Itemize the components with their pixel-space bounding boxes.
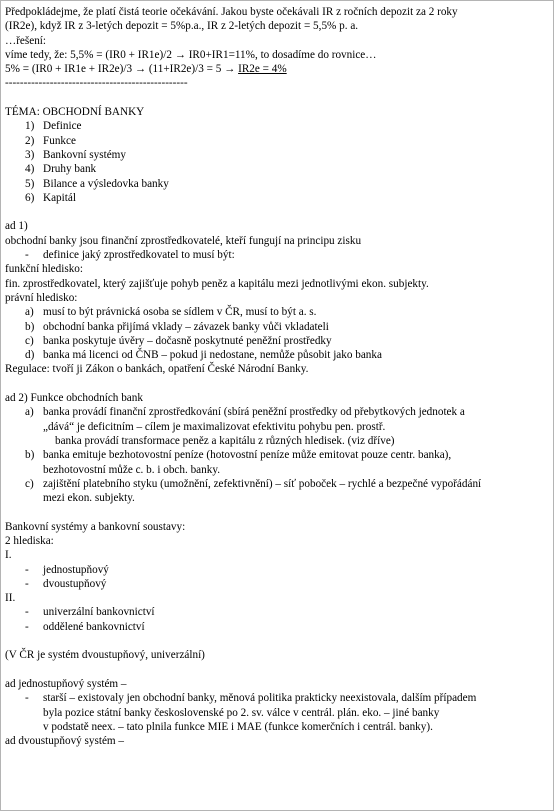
functional-heading: funkční hledisko: [5,263,83,276]
list-item-line: starší – existovaly jen obchodní banky, měnová politika prakticky neexistovala, dalším případem [43,692,477,705]
list-item-label: banka poskytuje úvěry – dočasně poskytnuté peněžní prostředky [43,334,332,347]
intro-line-4: víme tedy, že: 5,5% = (IR0 + IR1e)/2 → IR0+IR1=11%, to dosadíme do rovnice… [5,48,377,61]
single-tier-heading: ad jednostupňový systém – [5,677,127,690]
list-item-label: Druhy bank [43,163,97,176]
list-item-label: Kapitál [43,191,76,204]
ad1-heading: ad 1) [5,220,28,233]
dash-bullet: - [25,692,29,705]
list-item [5,119,551,133]
separator: ------------------------------------------------- [5,77,188,90]
ad2-list [5,405,551,505]
list-item [5,620,551,634]
list-item-line: banka emituje bezhotovostní peníze (hotovostní peníze může emitovat pouze centr. banka), [43,449,452,462]
list-item-line: „dává“ je deficitním – cílem je maximalizovat efektivitu pohybu pen. prostř. [43,420,386,433]
ad1-bullet-list [5,248,551,262]
intro-line-2: (IR2e), když IR z 3-letých depozit = 5%p.a., IR z 2-letých depozit = 5,5% p. a. [5,20,359,33]
list-item [5,320,551,334]
list-item [5,477,551,491]
list-item [5,577,551,591]
dash-bullet: - [25,606,29,619]
list-item-line: banka provádí finanční zprostředkování (sbírá peněžní prostředky od přebytkových jednotek a [43,406,465,419]
list-item-line: zajištění platebního styku (umožnění, zefektivnění) – síť poboček – rychlé a bezpečné vypořádání [43,477,482,490]
list-item [5,248,551,262]
legal-heading: právní hledisko: [5,291,78,304]
list-item-number: 3) [25,148,35,161]
dash-bullet: - [25,620,29,633]
list-item [5,148,551,162]
list-item-continuation [5,491,551,505]
dash-bullet: - [25,249,29,262]
systems-group-1: I. [5,549,12,562]
list-item-letter: d) [25,349,35,362]
list-item-label: obchodní banka přijímá vklady – závazek banky vůči vkladateli [43,320,329,333]
list-item-label: Funkce [43,134,76,147]
list-item-continuation [5,706,551,720]
functional-text: fin. zprostředkovatel, který zajišťuje pohyb peněz a kapitálu mezi jednotlivými ekon. subjekty. [5,277,429,290]
topic-heading: TÉMA: OBCHODNÍ BANKY [5,106,145,119]
topic-list [5,119,551,205]
list-item-label: Bankovní systémy [43,148,126,161]
intro-result: IR2e = 4% [238,63,287,76]
list-item-letter: c) [25,477,34,490]
list-item-line: byla pozice státní banky československé po 2. sv. válce v centrál. plán. eko. – jiné banky [43,706,440,719]
systems-group-2-list [5,605,551,634]
systems-count: 2 hlediska: [5,534,54,547]
list-item [5,605,551,619]
list-item-letter: b) [25,320,35,333]
list-item [5,348,551,362]
list-item-label: oddělené bankovnictví [43,620,145,633]
list-item [5,691,551,705]
intro-line-3: …řešení: [5,34,47,47]
legal-list [5,305,551,362]
list-item-label: banka má licenci od ČNB – pokud ji nedostane, nemůže působit jako banka [43,349,382,362]
list-item-number: 4) [25,163,35,176]
list-item-line: banka provádí transformace peněz a kapitálu z různých hledisek. (viz dříve) [55,434,395,447]
list-item-label: musí to být právnická osoba se sídlem v ČR, musí to být a. s. [43,306,317,319]
list-item [5,448,551,462]
list-item-label: univerzální bankovnictví [43,606,155,619]
list-item [5,191,551,205]
systems-note: (V ČR je systém dvoustupňový, univerzální) [5,649,205,662]
ad1-definition: obchodní banky jsou finanční zprostředkovatelé, kteří fungují na principu zisku [5,234,362,247]
list-item-continuation [5,434,551,448]
list-item-number: 2) [25,134,35,147]
intro-line-5-main: 5% = (IR0 + IR1e + IR2e)/3 → (11+IR2e)/3 = 5 → [5,63,239,76]
list-item-number: 1) [25,120,35,133]
list-item-letter: a) [25,306,34,319]
list-item [5,334,551,348]
list-item [5,177,551,191]
list-item-number: 5) [25,177,35,190]
ad2-heading: ad 2) Funkce obchodních bank [5,392,143,405]
list-item-continuation [5,463,551,477]
list-item-label: jednostupňový [43,563,109,576]
intro-line-5 [5,62,551,76]
list-item-letter: a) [25,406,34,419]
list-item-number: 6) [25,191,35,204]
intro-line-1: Předpokládejme, že platí čistá teorie očekávání. Jakou byste očekávali IR z ročních depozit za 2 roky [5,6,458,18]
list-item [5,405,551,419]
document-content [5,5,551,748]
list-item-label: dvoustupňový [43,577,107,590]
systems-group-1-list [5,563,551,592]
list-item-continuation [5,720,551,734]
list-item-line: v podstatě neex. – tato plnila funkce MIE i MAE (funkce komerčních i centrál. banky). [43,720,433,733]
list-item-continuation [5,420,551,434]
list-item-label: Bilance a výsledovka banky [43,177,169,190]
list-item-letter: c) [25,334,34,347]
list-item-letter: b) [25,449,35,462]
dash-bullet: - [25,577,29,590]
list-item [5,563,551,577]
two-tier-heading: ad dvoustupňový systém – [5,735,125,748]
list-item-label: definice jaký zprostředkovatel to musí být: [43,249,235,262]
list-item [5,134,551,148]
single-tier-list [5,691,551,734]
systems-heading: Bankovní systémy a bankovní soustavy: [5,520,186,533]
systems-group-2: II. [5,592,16,605]
regulation-text: Regulace: tvoří ji Zákon o bankách, opatření České Národní Banky. [5,363,309,376]
list-item [5,162,551,176]
list-item-label: Definice [43,120,82,133]
dash-bullet: - [25,563,29,576]
list-item-line: mezi ekon. subjekty. [43,492,135,505]
list-item [5,305,551,319]
list-item-line: bezhotovostní může c. b. i obch. banky. [43,463,220,476]
